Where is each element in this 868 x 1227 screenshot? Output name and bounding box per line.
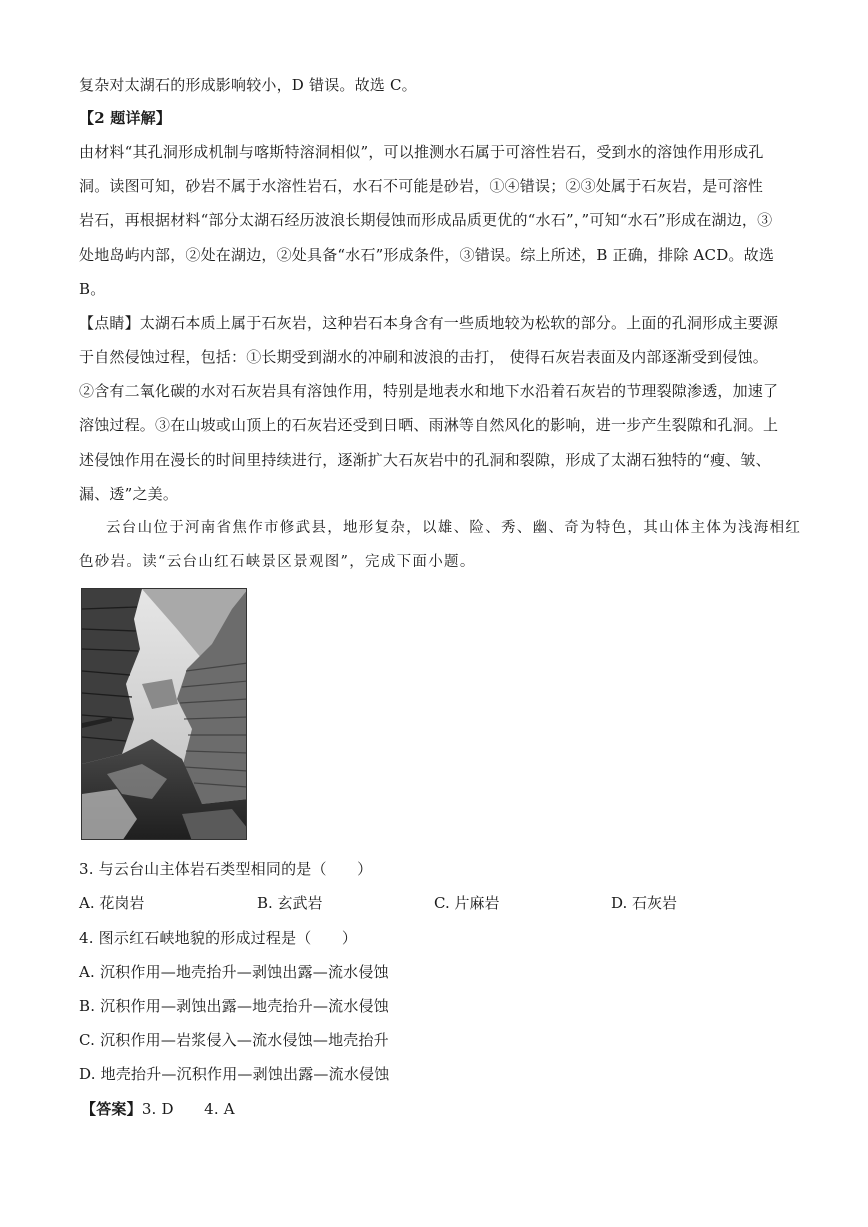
question-4-stem: 4. 图示红石峡地貌的形成过程是（ ） xyxy=(79,929,358,947)
option-b: B. 沉积作用—剥蚀出露—地壳抬升—流水侵蚀 xyxy=(79,997,389,1015)
answer-text: 3. D 4. A xyxy=(141,1100,235,1118)
option-d: D. 地壳抬升—沉积作用—剥蚀出露—流水侵蚀 xyxy=(79,1065,390,1083)
text-line: ②含有二氧化碳的水对石灰岩具有溶蚀作用，特别是地表水和地下水沿着石灰岩的节理裂隙渗透，加速了 xyxy=(79,382,779,400)
answer-label: 【答案】 xyxy=(81,1100,142,1118)
option-c: C. 沉积作用—岩浆侵入—流水侵蚀—地壳抬升 xyxy=(79,1031,389,1049)
text-line: 岩石，再根据材料“部分太湖石经历波浪长期侵蚀而形成品质更优的“水石”，”可知“水石”形成在湖边，③ xyxy=(79,211,773,229)
text-line: 漏、透”之美。 xyxy=(79,485,179,503)
text-line: 【点睛】太湖石本质上属于石灰岩，这种岩石本身含有一些质地较为松软的部分。上面的孔洞形成主要源 xyxy=(79,314,779,332)
option-d: D. 石灰岩 xyxy=(611,894,678,912)
question-3-stem: 3. 与云台山主体岩石类型相同的是（ ） xyxy=(79,860,373,878)
text-line: 溶蚀过程。③在山坡或山顶上的石灰岩还受到日晒、雨淋等自然风化的影响，进一步产生裂隙和孔洞。上 xyxy=(79,416,779,434)
intro-line: 色砂岩。读“云台山红石峡景区景观图”，完成下面小题。 xyxy=(79,554,476,570)
text-line: 处地岛屿内部，②处在湖边，②处具备“水石”形成条件，③错误。综上所述，B 正确，排除 ACD。故选 xyxy=(79,246,775,264)
text-line: 洞。读图可知，砂岩不属于水溶性岩石，水石不可能是砂岩，①④错误；②③处属于石灰岩，是可溶性 xyxy=(79,177,764,195)
section-heading: 【2 题详解】 xyxy=(79,109,172,127)
option-a: A. 沉积作用—地壳抬升—剥蚀出露—流水侵蚀 xyxy=(79,963,389,981)
option-c: C. 片麻岩 xyxy=(434,894,500,912)
option-b: B. 玄武岩 xyxy=(257,894,323,912)
text-line: 于自然侵蚀过程，包括：①长期受到湖水的冲刷和波浪的击打， 使得石灰岩表面及内部逐渐受到侵蚀。 xyxy=(79,348,768,366)
text-line: B。 xyxy=(79,280,106,298)
option-a: A. 花岗岩 xyxy=(79,894,145,912)
text-line: 述侵蚀作用在漫长的时间里持续进行，逐渐扩大石灰岩中的孔洞和裂隙，形成了太湖石独特的“瘦、皱、 xyxy=(79,451,771,469)
intro-line: 云台山位于河南省焦作市修武县，地形复杂，以雄、险、秀、幽、奇为特色，其山体主体为浅海相红 xyxy=(106,520,802,536)
text-line: 复杂对太湖石的形成影响较小，D 错误。故选 C。 xyxy=(79,76,417,94)
answer-line xyxy=(81,1099,235,1119)
text-line: 由材料“其孔洞形成机制与喀斯特溶洞相似”，可以推测水石属于可溶性岩石，受到水的溶蚀作用形成孔 xyxy=(79,143,764,161)
canyon-photo xyxy=(81,588,247,840)
